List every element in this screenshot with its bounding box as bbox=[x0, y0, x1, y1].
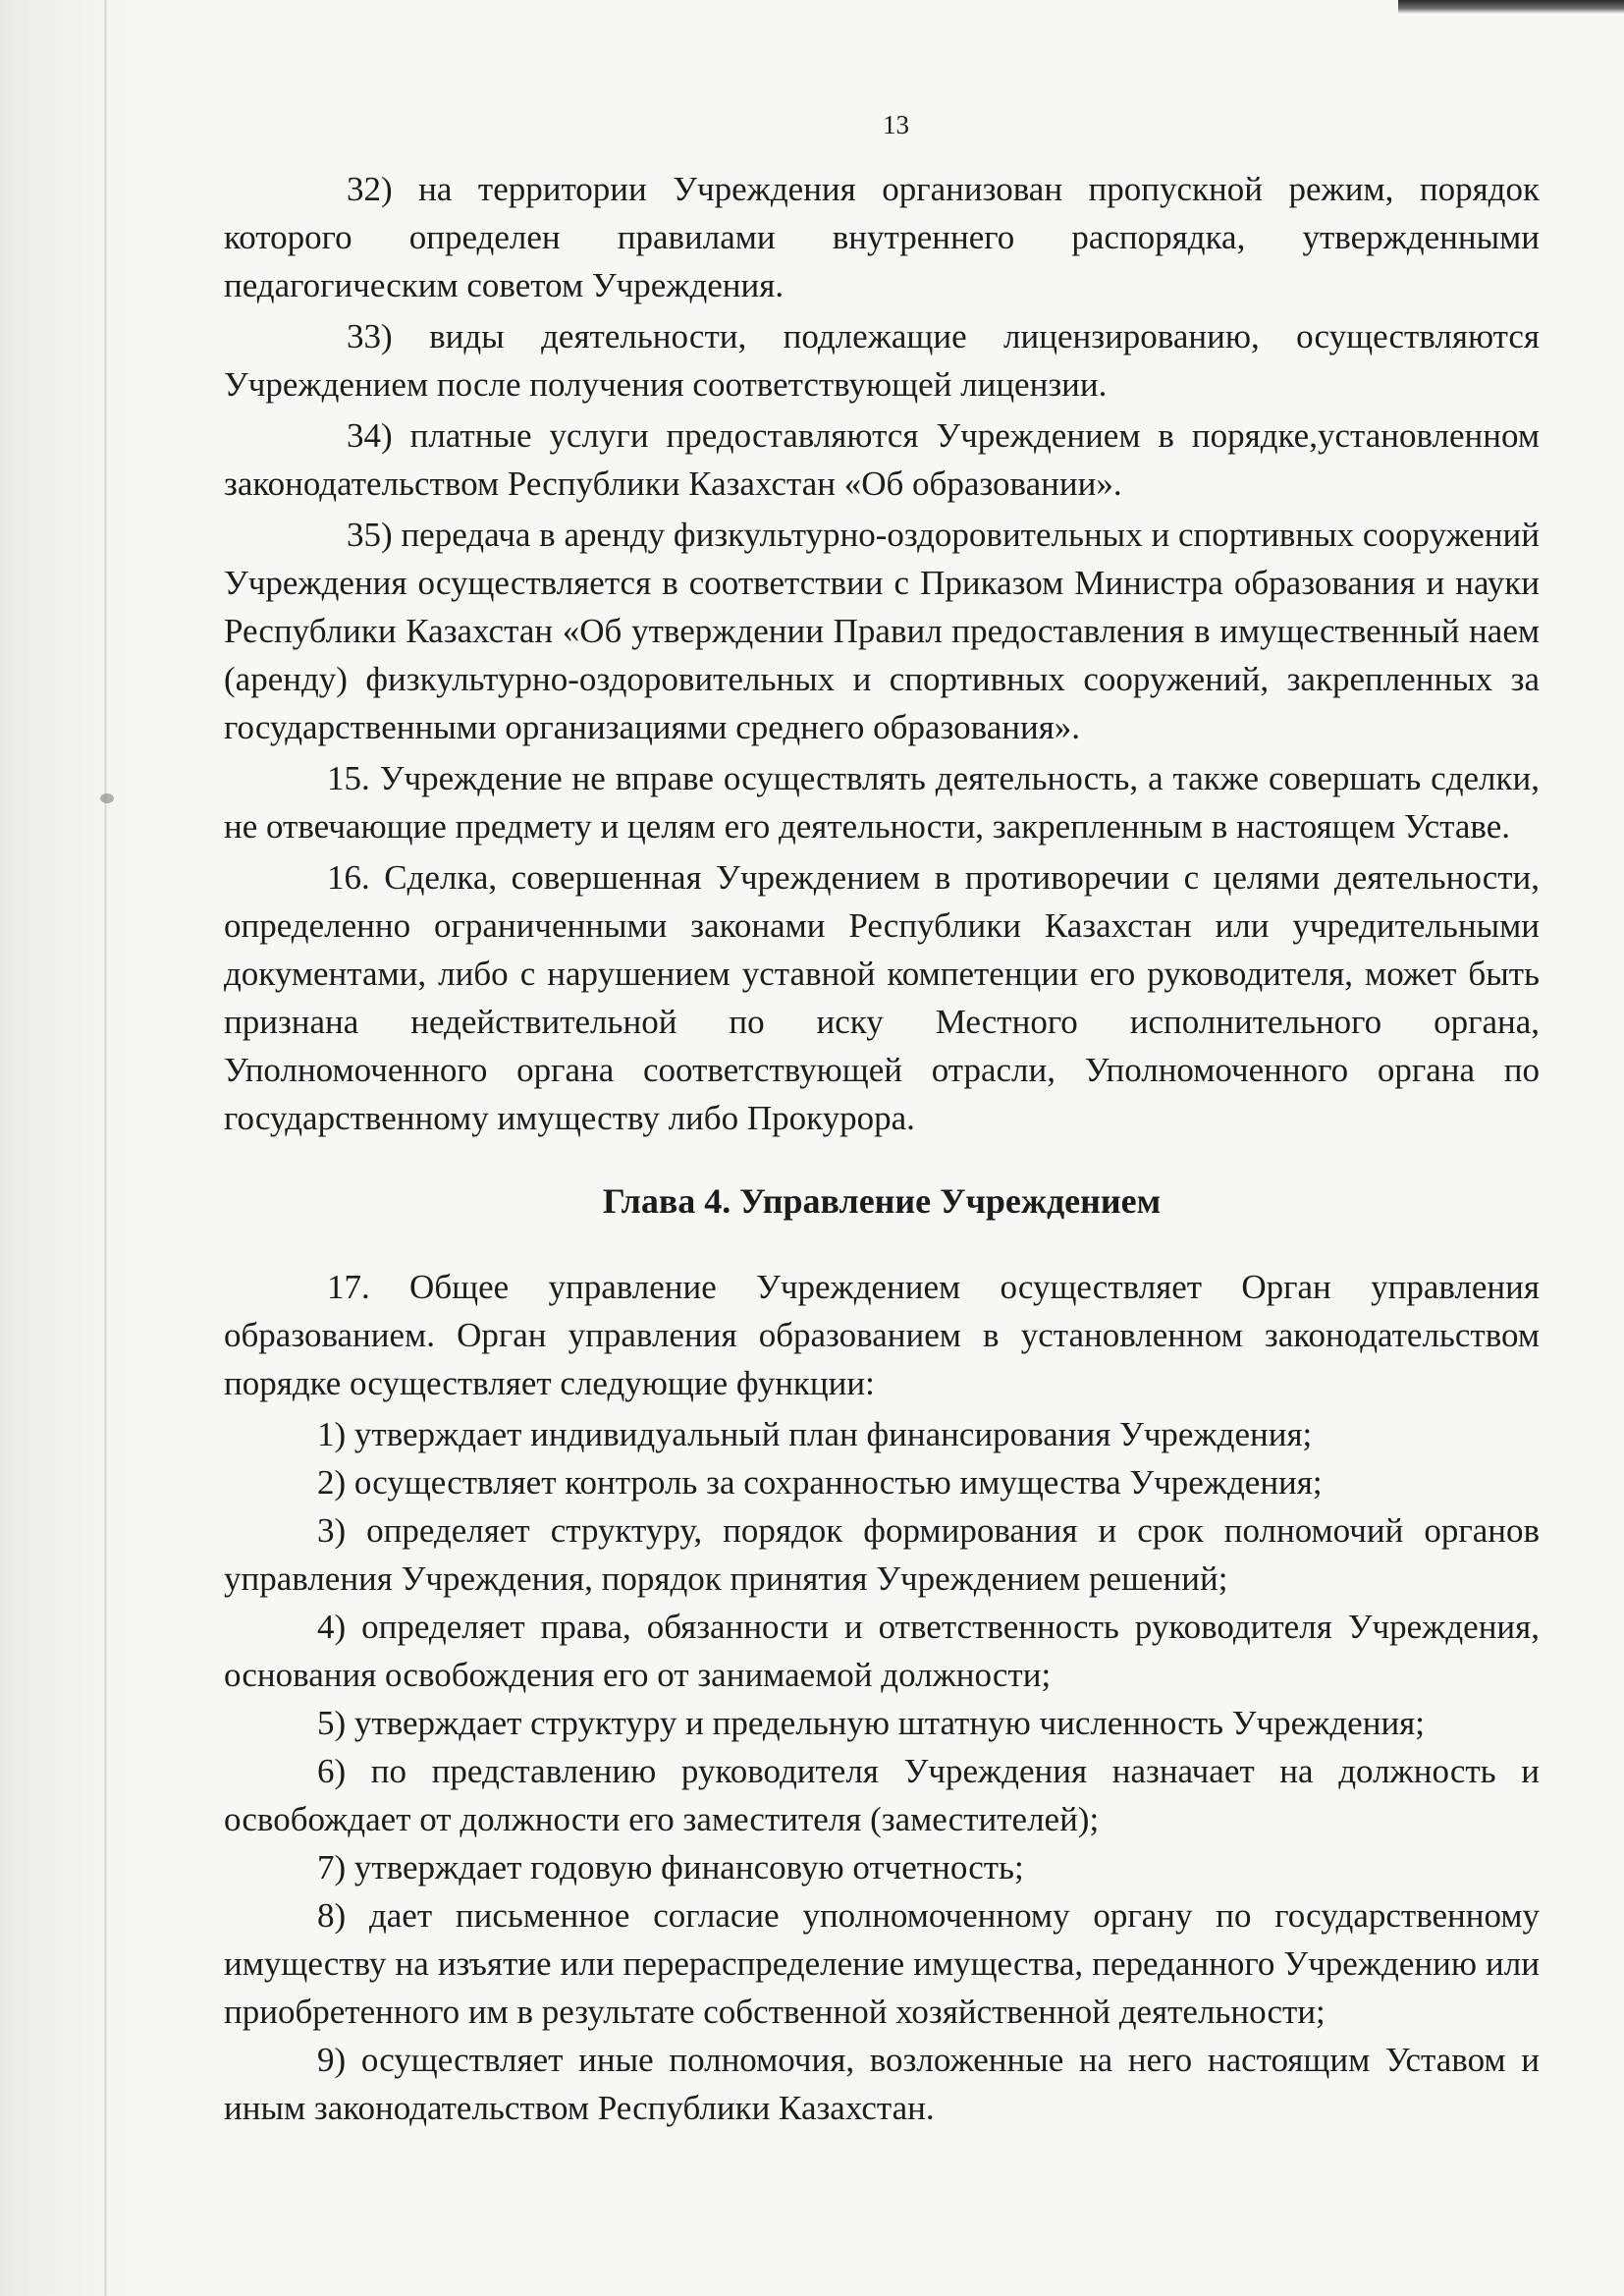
paragraph-item-35: 35) передача в аренду физкультурно-оздоровительных и спортивных сооружений Учреждения осуществляется в соответствии с Приказом Министра образования и науки Республики Казахстан «Об утверждении Правил предоставления в имущественный наем (аренду) физкультурно-оздоровительных и спортивных сооружений, закрепленных за государственными организациями среднего образования». bbox=[224, 516, 1540, 746]
function-item-3: 3) определяет структуру, порядок формирования и срок полномочий органов управления Учреждения, порядок принятия Учреждением решений; bbox=[224, 1511, 1540, 1598]
document-body bbox=[224, 165, 1540, 2132]
paragraph-item-34: 34) платные услуги предоставляются Учреждением в порядке,установленном законодательством Республики Казахстан «Об образовании». bbox=[224, 416, 1540, 503]
page-number: 13 bbox=[883, 110, 909, 139]
function-item-5: 5) утверждает структуру и предельную штатную численность Учреждения; bbox=[317, 1704, 1425, 1742]
scan-left-margin bbox=[0, 0, 147, 2296]
function-item-4: 4) определяет права, обязанности и ответственность руководителя Учреждения, основания освобождения его от занимаемой должности; bbox=[224, 1608, 1540, 1694]
function-item-9: 9) осуществляет иные полномочия, возложенные на него настоящим Уставом и иным законодательством Республики Казахстан. bbox=[224, 2041, 1540, 2127]
paragraph-16: 16. Сделка, совершенная Учреждением в противоречии с целями деятельности, определенно ограниченными законами Республики Казахстан или учредительными документами, либо с нарушением уставной компетенции его руководителя, может быть признана недействительной по иску Местного исполнительного органа, Уполномоченного органа соответствующей отрасли, Уполномоченного органа по государственному имуществу либо Прокурора. bbox=[224, 858, 1540, 1137]
function-item-7: 7) утверждает годовую финансовую отчетность; bbox=[317, 1848, 1024, 1886]
scan-corner-shadow bbox=[1398, 0, 1624, 14]
paragraph-item-33: 33) виды деятельности, подлежащие лицензированию, осуществляются Учреждением после получения соответствующей лицензии. bbox=[224, 317, 1540, 404]
page-fold-line bbox=[104, 0, 107, 2296]
function-item-2: 2) осуществляет контроль за сохранностью имущества Учреждения; bbox=[317, 1463, 1323, 1502]
function-item-1: 1) утверждает индивидуальный план финансирования Учреждения; bbox=[317, 1415, 1313, 1453]
paragraph-17-intro: 17. Общее управление Учреждением осуществляет Орган управления образованием. Орган управления образованием в установленном законодательством порядке осуществляет следующие функции: bbox=[224, 1268, 1540, 1402]
function-item-8: 8) дает письменное согласие уполномоченному органу по государственному имуществу на изъятие или перераспределение имущества, переданного Учреждению или приобретенного им в результате собственной хозяйственной деятельности; bbox=[224, 1896, 1540, 2031]
binding-hole-mark bbox=[100, 793, 114, 803]
paragraph-item-32: 32) на территории Учреждения организован пропускной режим, порядок которого определен правилами внутреннего распорядка, утвержденными педагогическим советом Учреждения. bbox=[224, 170, 1540, 304]
chapter-title: Глава 4. Управление Учреждением bbox=[602, 1181, 1162, 1221]
function-item-6: 6) по представлению руководителя Учреждения назначает на должность и освобождает от должности его заместителя (заместителей); bbox=[224, 1752, 1540, 1838]
paragraph-15: 15. Учреждение не вправе осуществлять деятельность, а также совершать сделки, не отвечающие предмету и целям его деятельности, закрепленным в настоящем Уставе. bbox=[224, 759, 1540, 846]
